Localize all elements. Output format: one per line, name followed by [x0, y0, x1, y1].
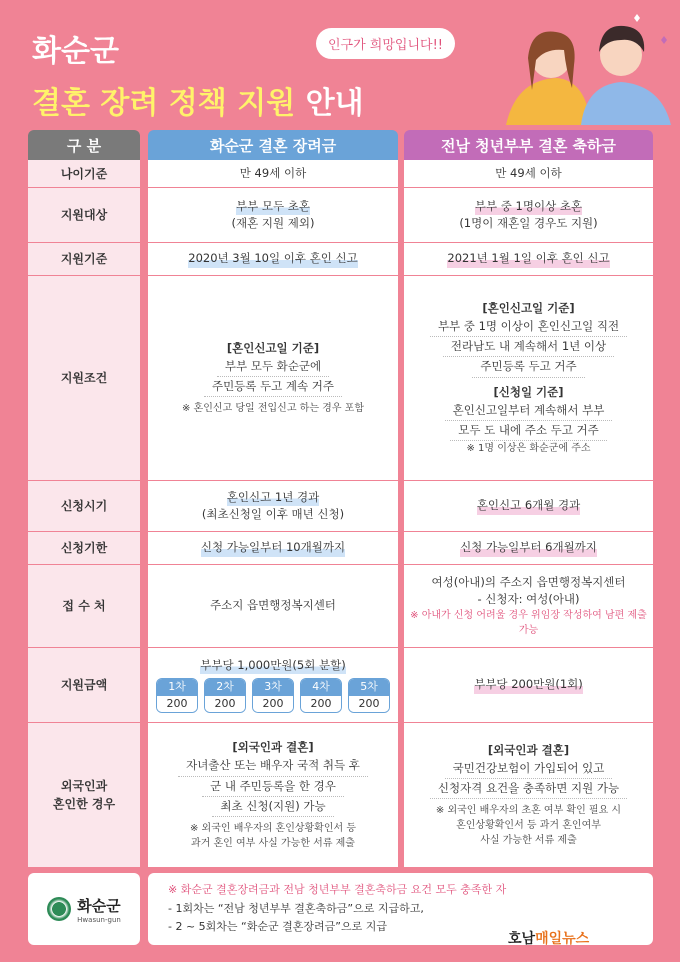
text-line: - 신청자: 여성(아내)	[477, 592, 580, 606]
chip-label: 1차	[157, 679, 197, 696]
text-line: 국민건강보험이 가입되어 있고	[445, 759, 613, 779]
cell-jeonnam	[404, 243, 653, 275]
text-line: 혼인신고일부터 계속해서 부부	[445, 401, 613, 421]
news-brand	[508, 928, 589, 948]
text-line: 신청 가능일부터 10개월까지	[201, 539, 345, 556]
text-line: 최초 신청(지원) 가능	[212, 797, 333, 817]
text-line: 혼인신고 6개월 경과	[477, 497, 581, 514]
note: ※ 외국인 배우자의 혼인상황확인서 등	[190, 823, 356, 834]
cell-hwasun	[148, 243, 398, 275]
text-line: 2021년 1월 1일 이후 혼인 신고	[447, 250, 609, 267]
cell-hwasun: 만 49세 이하	[148, 160, 398, 187]
text-line: 전라남도 내 계속해서 1년 이상	[443, 337, 614, 357]
chip-value: 200	[349, 696, 389, 713]
text-line: 모두 도 내에 주소 두고 거주	[450, 421, 606, 441]
note: 과거 혼인 여부 사실 가능한 서류 제출	[191, 838, 355, 849]
chip-label: 4차	[301, 679, 341, 696]
row-key	[28, 723, 140, 867]
couple-illustration	[486, 10, 676, 125]
cell-hwasun	[148, 532, 398, 564]
logo-subtitle: Hwasun-gun	[77, 915, 121, 924]
text-line: 신청 가능일부터 6개월까지	[460, 539, 597, 556]
text-heading: [외국인과 결혼]	[487, 742, 570, 757]
text-line: 혼인한 경우	[52, 797, 116, 811]
footer-line: - 1회차는 “전남 청년부부 결혼축하금”으로 지급하고,	[168, 901, 424, 915]
text-line: 혼인신고 1년 경과	[227, 489, 319, 506]
row-target	[28, 188, 653, 242]
row-office	[28, 565, 653, 647]
note: 사실 가능한 서류 제출	[480, 835, 577, 847]
text-heading: [혼인신고일 기준]	[226, 340, 320, 355]
row-key: 지원대상	[28, 188, 140, 242]
title-main	[32, 78, 364, 122]
installment-chip	[156, 678, 198, 713]
text-line: 자녀출산 또는 배우자 국적 취득 후	[178, 756, 368, 776]
text-line: 외국인과	[60, 779, 108, 793]
row-basis	[28, 243, 653, 275]
cell-jeonnam: 만 49세 이하	[404, 160, 653, 187]
cell-jeonnam	[404, 276, 653, 480]
chip-value: 200	[253, 696, 293, 713]
text-line: 부부당 200만원(1회)	[474, 676, 583, 693]
row-key: 지원기준	[28, 243, 140, 275]
text-heading: [외국인과 결혼]	[232, 740, 314, 754]
row-foreign	[28, 723, 653, 867]
text-line: 부부 모두 초혼	[236, 198, 310, 215]
footer-title: ※ 화순군 결혼장려금과 전남 청년부부 결혼축하금 요건 모두 충족한 자	[168, 883, 507, 896]
cell-jeonnam	[404, 188, 653, 242]
title-main-white: 안내	[305, 86, 364, 121]
text-line: (재혼 지원 제외)	[231, 216, 315, 230]
cell-hwasun	[148, 648, 398, 722]
installment-chip	[300, 678, 342, 713]
title-region: 화순군	[32, 34, 119, 69]
text-line: 부부 중 1명이상 초혼	[475, 198, 582, 215]
chip-value: 200	[157, 696, 197, 713]
row-key: 지원조건	[28, 276, 140, 480]
brand-part-b: 매일뉴스	[535, 931, 590, 947]
text-line: (최초신청일 이후 매년 신청)	[201, 507, 345, 521]
cell-hwasun: 주소지 읍면행정복지센터	[148, 565, 398, 647]
note: ※ 혼인신고 당일 전입신고 하는 경우 포함	[181, 403, 364, 415]
note: 혼인상황확인서 등 과거 혼인여부	[456, 820, 601, 832]
note: ※ 아내가 신청 어려울 경우 위임장 작성하여 남편 제출 가능	[410, 610, 647, 637]
note: ※ 외국인 배우자의 초혼 여부 확인 필요 시	[435, 805, 622, 817]
text-heading: [신청일 기준]	[493, 384, 564, 399]
cell-jeonnam	[404, 532, 653, 564]
hwasun-logo	[28, 873, 140, 945]
row-amount	[28, 648, 653, 722]
installment-chip	[252, 678, 294, 713]
text-line: 여성(아내)의 주소지 읍면행정복지센터	[431, 574, 626, 589]
row-conditions	[28, 276, 653, 480]
brand-part-a: 호남	[508, 931, 536, 947]
cell-jeonnam	[404, 481, 653, 531]
chip-label: 5차	[349, 679, 389, 696]
row-key: 신청기한	[28, 532, 140, 564]
chip-value: 200	[301, 696, 341, 713]
text-line: 신청자격 요건을 충족하면 지원 가능	[430, 779, 627, 799]
row-key: 지원금액	[28, 648, 140, 722]
text-line: 군 내 주민등록을 한 경우	[202, 777, 344, 797]
header-category: 구 분	[28, 130, 140, 160]
hwasun-emblem-icon	[47, 897, 71, 921]
cell-hwasun	[148, 188, 398, 242]
cell-hwasun	[148, 723, 398, 867]
installment-chip	[348, 678, 390, 713]
row-key: 신청시기	[28, 481, 140, 531]
row-key: 나이기준	[28, 160, 140, 187]
cell-jeonnam	[404, 723, 653, 867]
text-line: 부부 모두 화순군에	[217, 357, 329, 377]
note: ※ 1명 이상은 화순군에 주소	[466, 443, 591, 455]
cell-jeonnam	[404, 565, 653, 647]
text-line: 부부당 1,000만원(5회 분할)	[200, 657, 345, 674]
chip-label: 2차	[205, 679, 245, 696]
row-period	[28, 481, 653, 531]
row-deadline	[28, 532, 653, 564]
speech-bubble: 인구가 희망입니다!!	[316, 28, 455, 59]
chip-label: 3차	[253, 679, 293, 696]
cell-hwasun	[148, 481, 398, 531]
text-line: 2020년 3월 10일 이후 혼인 신고	[188, 250, 357, 267]
cell-jeonnam	[404, 648, 653, 722]
installment-chips	[156, 678, 390, 713]
text-line: 주민등록 두고 계속 거주	[204, 377, 342, 397]
header-jeonnam: 전남 청년부부 결혼 축하금	[404, 130, 653, 160]
row-age	[28, 160, 653, 187]
text-line: 부부 중 1명 이상이 혼인신고일 직전	[430, 317, 627, 337]
title-main-yellow: 결혼 장려 정책 지원	[32, 86, 296, 121]
installment-chip	[204, 678, 246, 713]
text-heading: [혼인신고일 기준]	[482, 300, 575, 315]
chip-value: 200	[205, 696, 245, 713]
logo-name: 화순군	[77, 896, 121, 915]
row-key: 접 수 처	[28, 565, 140, 647]
text-line: (1명이 재혼일 경우도 지원)	[459, 216, 598, 230]
text-line: 주민등록 두고 거주	[472, 357, 584, 377]
cell-hwasun	[148, 276, 398, 480]
header-hwasun: 화순군 결혼 장려금	[148, 130, 398, 160]
footer-line: - 2 ~ 5회차는 “화순군 결혼장려금”으로 지급	[168, 920, 387, 934]
